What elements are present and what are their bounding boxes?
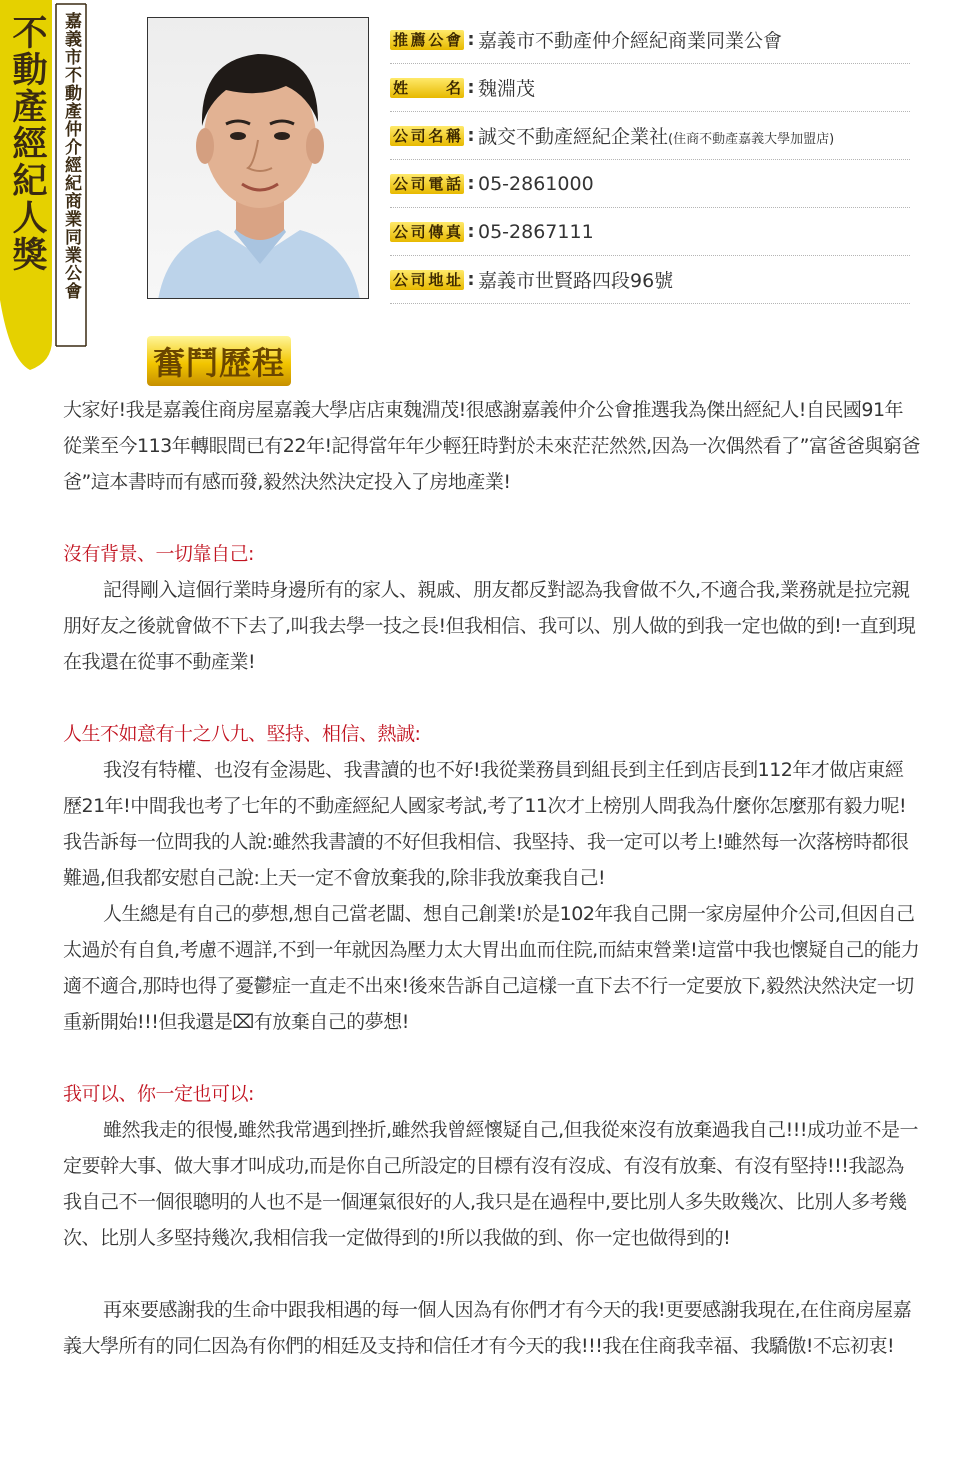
- info-colon: :: [467, 77, 475, 98]
- info-colon: :: [467, 221, 475, 242]
- info-colon: :: [467, 173, 475, 194]
- info-row-phone: [390, 160, 910, 208]
- company-name: 誠交不動產經紀企業社: [478, 126, 669, 148]
- info-value: 嘉義市世賢路四段96號: [478, 270, 674, 292]
- closing-paragraph: 再來要感謝我的生命中跟我相遇的每一個人因為有你們才有今天的我!更要感謝我現在,在住商房屋嘉義大學所有的同仁因為有你們的相廷及支持和信任才有今天的我!!!我在住商我幸福、我驕傲!不忘初衷!: [63, 1299, 912, 1357]
- section-title-3: 我可以、你一定也可以:: [63, 1083, 254, 1105]
- company-note: (住商不動產嘉義大學加盟店): [668, 132, 835, 147]
- intro-paragraph: 大家好!我是嘉義住商房屋嘉義大學店店東魏淵茂!很感謝嘉義仲介公會推選我為傑出經紀人!自民國91年從業至今113年轉眼間已有22年!記得當年年少輕狂時對於未來茫茫然然,因為一次偶然看了”富爸爸與窮爸爸”這本書時而有感而發,毅然決然決定投入了房地產業!: [63, 399, 920, 493]
- portrait-photo: [147, 17, 369, 299]
- section-2-paragraph-1: 我沒有特權、也沒有金湯匙、我書讀的也不好!我從業務員到組長到主任到店長到112年才做店東經歷21年!中間我也考了七年的不動產經紀人國家考試,考了11次才上榜別人問我為什麼你怎麼那有毅力呢!我告訴每一位問我的人說:雖然我書讀的不好但我相信、我堅持、我一定可以考上!雖然每一次落榜時都很難過,但我都安慰自己說:上天一定不會放棄我的,除非我放棄我自己!: [63, 759, 909, 889]
- info-row-address: [390, 256, 910, 304]
- info-row-name: [390, 64, 910, 112]
- info-value: 05-2867111: [478, 220, 594, 243]
- banner-subtitle: 嘉義市不動產仲介經紀商業同業公會: [61, 12, 81, 300]
- info-label: 公司傳真: [390, 222, 464, 242]
- info-colon: :: [467, 29, 475, 50]
- section-3-paragraph: 雖然我走的很慢,雖然我常遇到挫折,雖然我曾經懷疑自己,但我從來沒有放棄過我自己!!!成功並不是一定要幹大事、做大事才叫成功,而是你自己所設定的目標有沒有沒成、有沒有放棄、有沒有堅持!!!我認為我自己不一個很聰明的人也不是一個運氣很好的人,我只是在過程中,要比別人多失敗幾次、比別人多考幾次、比別人多堅持幾次,我相信我一定做得到的!所以我做的到、你一定也做得到的!: [63, 1119, 918, 1249]
- person-portrait-icon: [148, 18, 369, 299]
- info-value: 05-2861000: [478, 172, 594, 195]
- info-row-fax: [390, 208, 910, 256]
- section-title-1: 沒有背景、一切靠自己:: [63, 543, 254, 565]
- info-row-company: [390, 112, 910, 160]
- info-colon: :: [467, 269, 475, 290]
- info-label: 公司地址: [390, 270, 464, 290]
- info-label: 公司電話: [390, 174, 464, 194]
- info-value: 嘉義市不動產仲介經紀商業同業公會: [478, 30, 783, 52]
- info-row-association: [390, 16, 910, 64]
- info-value: [478, 122, 834, 149]
- section-1-paragraph: 記得剛入這個行業時身邊所有的家人、親戚、朋友都反對認為我會做不久,不適合我,業務就是拉完親朋好友之後就會做不下去了,叫我去學一技之長!但我相信、我可以、別人做的到我一定也做的到!一直到現在我還在從事不動產業!: [63, 579, 916, 673]
- info-value: 魏淵茂: [478, 78, 536, 100]
- banner-title: 不動產經紀人獎: [7, 14, 47, 273]
- section-2-paragraph-2: 人生總是有自己的夢想,想自己當老闆、想自己創業!於是102年我自己開一家房屋仲介公司,但因自己太過於有自負,考慮不週詳,不到一年就因為壓力太大胃出血而住院,而結束營業!這當中我也懷疑自己的能力適不適合,那時也得了憂鬱症一直走不出來!後來告訴自己這樣一直下去不行一定要放下,毅然決然決定一切重新開始!!!但我還是⌧有放棄自己的夢想!: [63, 903, 920, 1033]
- info-label: 推薦公會: [390, 30, 464, 50]
- profile-info: [390, 16, 910, 304]
- section-heading: 奮鬥歷程: [147, 336, 291, 386]
- info-label: 姓名: [390, 78, 464, 98]
- side-banner: [0, 0, 88, 372]
- article-body: [63, 392, 921, 1364]
- info-colon: :: [467, 125, 475, 146]
- section-title-2: 人生不如意有十之八九、堅持、相信、熱誠:: [63, 723, 421, 745]
- info-label: 公司名稱: [390, 126, 464, 146]
